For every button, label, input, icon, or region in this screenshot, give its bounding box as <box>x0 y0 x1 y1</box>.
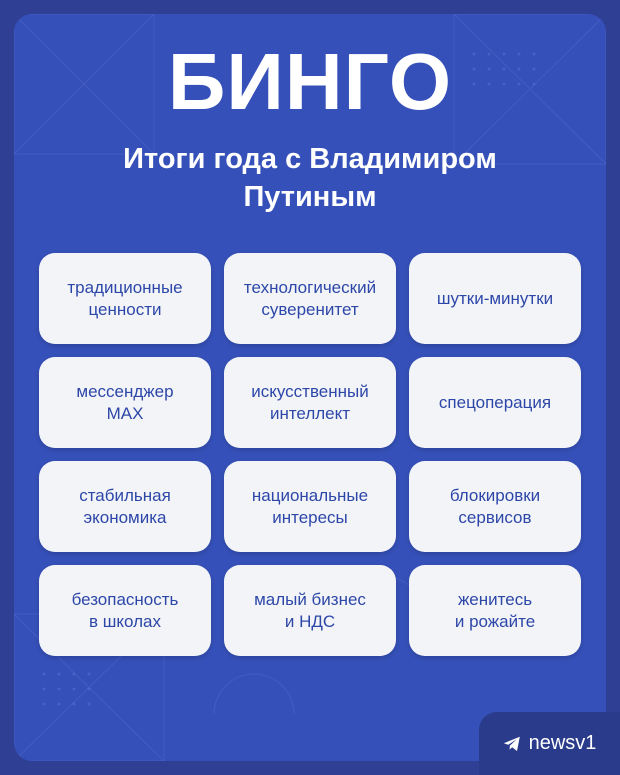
bingo-cell: спецоперация <box>409 357 581 448</box>
bingo-cell: малый бизнес и НДС <box>224 565 396 656</box>
bingo-cell: безопасность в школах <box>39 565 211 656</box>
page-subtitle: Итоги года с Владимиром Путиным <box>123 143 497 213</box>
bingo-cell: женитесь и рожайте <box>409 565 581 656</box>
channel-badge[interactable] <box>479 712 620 775</box>
bingo-cell: традиционные ценности <box>39 253 211 344</box>
bingo-cell: мессенджер MAX <box>39 357 211 448</box>
bingo-cell: блокировки сервисов <box>409 461 581 552</box>
telegram-icon <box>503 736 521 752</box>
bingo-grid <box>39 253 581 656</box>
bingo-cell: стабильная экономика <box>39 461 211 552</box>
bingo-cell: искусственный интеллект <box>224 357 396 448</box>
bingo-cell: национальные интересы <box>224 461 396 552</box>
page-title: БИНГО <box>167 37 453 126</box>
channel-name: newsv1 <box>528 732 597 754</box>
bingo-cell: шутки-минутки <box>409 253 581 344</box>
bingo-cell: технологический суверенитет <box>224 253 396 344</box>
